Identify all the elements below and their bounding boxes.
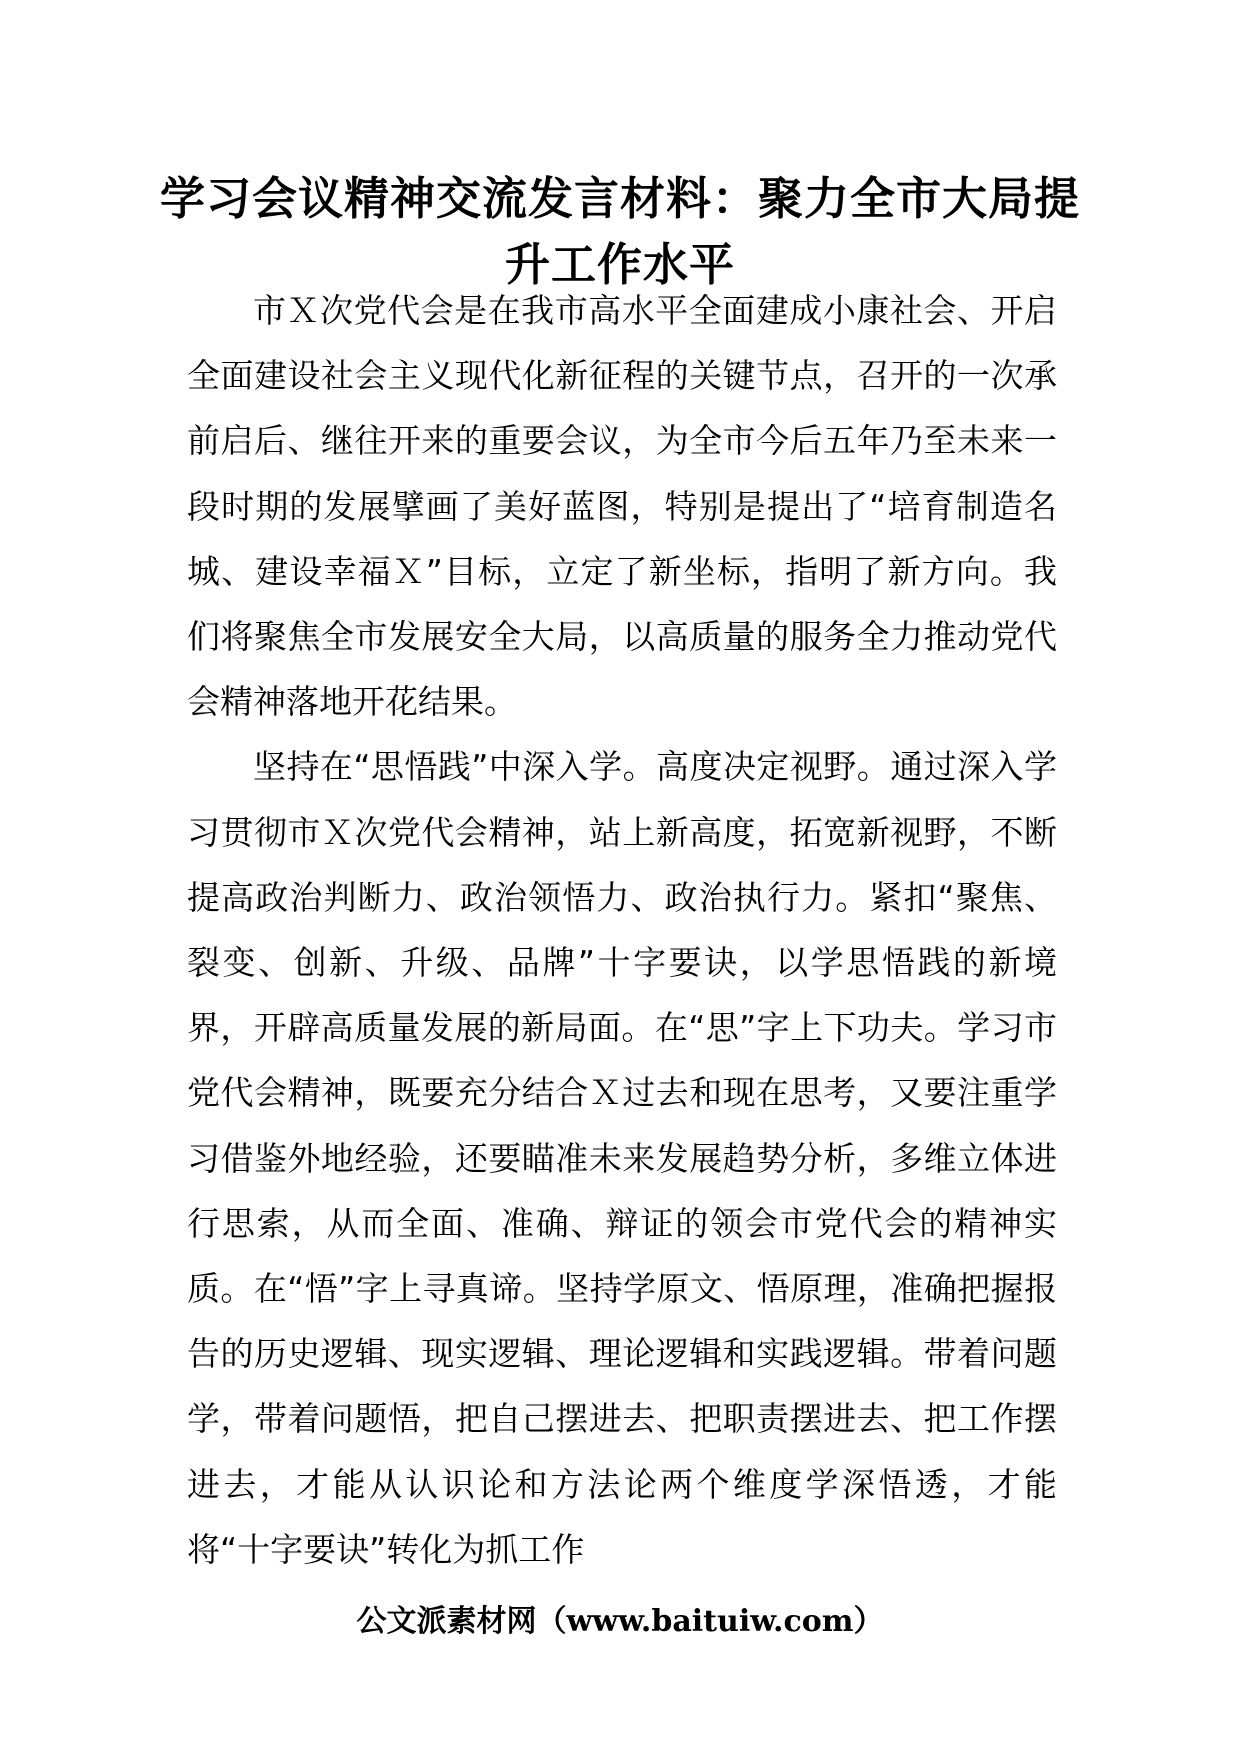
- page-footer-source: 公文派素材网（www.baituiw.com）: [356, 1604, 884, 1639]
- paragraph-intro: 市Ｘ次党代会是在我市高水平全面建成小康社会、开启全面建设社会主义现代化新征程的关键节点，召开的一次承前启后、继往开来的重要会议，为全市今后五年乃至未来一段时期的发展擘画了美好蓝图，特别是提出了“培育制造名城、建设幸福Ｘ”目标，立定了新坐标，指明了新方向。我们将聚焦全市发展安全大局，以高质量的服务全力推动党代会精神落地开花结果。: [187, 291, 1057, 722]
- paragraph-study: 坚持在“思悟践”中深入学。高度决定视野。通过深入学习贯彻市Ｘ次党代会精神，站上新高度，拓宽新视野，不断提高政治判断力、政治领悟力、政治执行力。紧扣“聚焦、裂变、创新、升级、品牌”十字要诀，以学思悟践的新境界，开辟高质量发展的新局面。在“思”字上下功夫。学习市党代会精神，既要充分结合Ｘ过去和现在思考，又要注重学习借鉴外地经验，还要瞄准未来发展趋势分析，多维立体进行思索，从而全面、准确、辩证的领会市党代会的精神实质。在“悟”字上寻真谛。坚持学原文、悟原理，准确把握报告的历史逻辑、现实逻辑、理论逻辑和实践逻辑。带着问题学，带着问题悟，把自己摆进去、把职责摆进去、把工作摆进去，才能从认识论和方法论两个维度学深悟透，才能将“十字要诀”转化为抓工作: [187, 747, 1057, 1569]
- document-title: 学习会议精神交流发言材料：聚力全市大局提升工作水平: [159, 172, 1080, 291]
- document-body: [187, 278, 1057, 1582]
